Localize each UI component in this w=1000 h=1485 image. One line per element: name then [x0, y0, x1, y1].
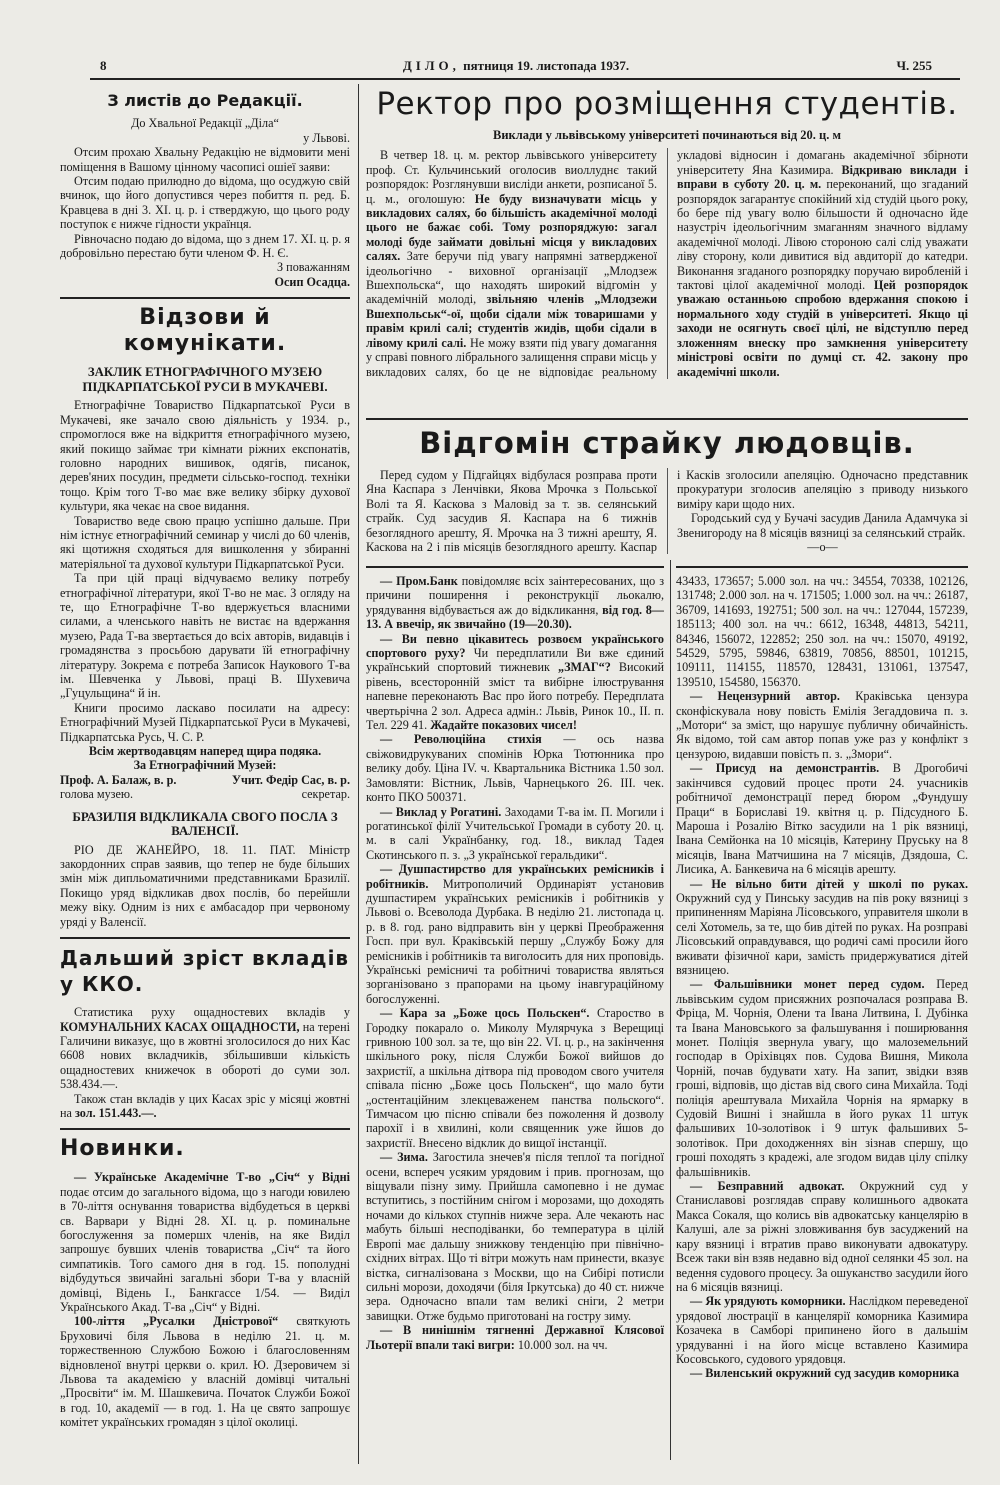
middle-column: [366, 560, 664, 1460]
strike-paragraph: Городський суд у Бучачі засудив Данила Адамчука зі Звенигороду на 8 місяців вязниці за селянський страйк.: [677, 511, 968, 540]
deposits-paragraph: [60, 1005, 350, 1091]
signature-role: голова музею.: [60, 787, 134, 802]
signature-name: Проф. А. Балаж, в. р.: [60, 772, 177, 787]
news-lead: — Кара за „Боже цось Польскен“.: [380, 1006, 590, 1021]
news-item: [676, 977, 968, 1179]
rector-text: Не можу взяти під увагу домагання у справі повного лібрального залищення справи місць у викладових салях, бо це не відповідає реальному укладові відносин і домагань академічної збірноти університету Яна Казимира.: [366, 148, 968, 379]
museum-signature-heading: За Етнографічний Музей:: [133, 758, 277, 773]
news-item: [366, 1006, 664, 1150]
news-item: [366, 632, 664, 733]
section-rule: [676, 566, 968, 568]
masthead-line: [60, 58, 972, 74]
deposits-paragraph: [60, 1092, 350, 1121]
news-lead: — Нецензурний автор.: [690, 689, 840, 704]
left-column: [60, 84, 350, 1464]
museum-paragraph: Товариство веде свою працю успішно дальше. При нім істнує етнографічний семинар у числі до 60 членів, які щотижня сходяться для вишколення у збиранні матеріяльної та духової культури Підкарпатської Руси.: [60, 513, 350, 571]
news-text: святкують Бруховичі біля Львова в неділю 21. ц. м. торжественною Службою Божою і благословенням відновленої внутрі церкви о. крил. Ю. Дзеровичем зі Львова та академією у власній домівці читальні „Просвіти“ ім. М. Шашкевича. Початок Служби Божої в год. 10, академії — в год. 1. На це свято запрошує комітет українських громадян з цілої околиці.: [60, 1314, 350, 1430]
letters-title: З листів до Редакції.: [107, 91, 303, 110]
museum-paragraph: Книги просимо ласкаво посилати на адресу: Етнографічний Музей Підкарпатської Руси в Мукачеві, Підкарпатська Русь, Ч. С. Р.: [60, 700, 350, 744]
news-lead: — В нинішнім тягненні Державної Клясової Льотерії впали такі вигри:: [366, 1323, 664, 1352]
news-lead: — Присуд на демонстрантів.: [690, 761, 880, 776]
brazil-text: РІО ДЕ ЖАНЕЙРО, 18. 11. ПАТ. Міністр закордонних справ заявив, що тепер не буде більших змін між дипльоматичними представниками Бразилії. Покищо уряд відкликав двох послів, бо перейшли межу віку. Одним із них є амбасадор при червоному уряді у Валенсії.: [60, 842, 350, 929]
deposits-title: Дальший зріст вкладів у ККО.: [60, 937, 350, 997]
news-item: [366, 1323, 664, 1352]
news-lead: 100-ліття „Русалки Дністрової“: [74, 1314, 279, 1329]
rector-subtitle: Виклади у львівському університеті починаються від 20. ц. м: [492, 128, 842, 142]
news-text: Наслідком переведеної урядової люстрації в канцелярії коморника Казимира Козачека в Самборі припинено його в дальшім урядуванні і на його місце вставлено Казимира Косовського, судового урядовця.: [676, 1294, 968, 1366]
news-title: Новинки.: [60, 1128, 350, 1162]
letters-salutation-city: у Львові.: [303, 130, 350, 145]
news-item: [366, 1150, 664, 1323]
news-item: [366, 805, 664, 863]
deposits-text: Також стан вкладів у цих Касах зріс у місяці жовтні на: [60, 1091, 350, 1120]
news-item: [676, 877, 968, 978]
deposits-text: Статистика руху ощадностевих вкладів у: [74, 1005, 350, 1020]
news-text: Окружний суд у Пинську засудив на пів року вязниці з припиненням Маріяна Лісовського, управителя школи в селі Хотомель, за те, що бив дітей по руках. На розправі Лісовський оправдувався, що родичі самі просили його вживати фізичної кари, замість придержуватися дітей вязницею.: [676, 890, 968, 977]
rector-columns: [366, 148, 968, 379]
news-lead: — Як урядують коморники.: [690, 1294, 846, 1309]
page-number: 8: [100, 58, 107, 73]
strike-end-mark: —o—: [807, 540, 838, 555]
lottery-numbers: 43433, 173657; 5.000 зол. на чч.: 34554, 70338, 102126, 131748; 2.000 зол. на ч. 171505; 1.000 зол. на чч.: 26187, 36709, 141693, 192751; 500 зол. на чч.: 127044, 157239, 185113; 400 зол. на чч.: 6612, 16348, 44813, 54211, 84346, 156072, 122852; 250 зол. на чч.: 15070, 49192, 54529, 5795, 59846, 63819, 70856, 88501, 101215, 109111, 114155, 118570, 128431, 131061, 137547, 139510, 154580, 156370.: [676, 574, 968, 689]
news-lead: — Революційна стихія: [380, 732, 542, 747]
news-item: [366, 732, 664, 804]
news-lead: — Зима.: [380, 1150, 428, 1165]
rector-text: В четвер 18. ц. м. ректор львівського університету проф. Ст. Кульчинський оголосив виоллуднє такий розпорядок: Розглянувши висліди анкети, розписаної 5. ц. м., оголошую:: [366, 148, 657, 206]
news-lead: — Ви певно цікавитесь розвоєм українського спортового руху?: [366, 631, 664, 661]
news-bold: Жадайте показових чисел!: [430, 718, 577, 733]
deposits-text: на терені Галичини виказує, що в жовтні зголосилося до них Кас 6608 нових вкладчиків, збільшивши кількість ощадностевих книжечок в оборотi до суми зол. 538.434.—.: [60, 1019, 350, 1092]
signature-name: Учит. Федір Сас, в. р.: [232, 772, 350, 787]
news-lead: — Пром.Банк: [380, 574, 458, 588]
rector-bold: Не буду визначувати місць у викладових салях, бо більшість академічної молоді цього не бажає собі. Тому розпоряджую: загал молоді буде займати довільні місця у викладових салях.: [366, 191, 657, 264]
rector-bold: звільняю членів „Млодзежи Вшехпольськ“-ої, щоби сідали між товаришами у правім крилі салі; студентів жидів, щоби сідали в лівому крилі салі.: [366, 292, 657, 350]
news-lead: — Безправний адвокат.: [690, 1179, 845, 1194]
news-text: Перед львівським судом присяжних розпочалася розправа В. Фріца, М. Чорнія, Олени та Івана Литвина, І. Дубінка та Івана Мановського за фальшування і поширювання монет. Поліція звернула увагу, що малоземельний господар в Оріхівцях пов. Судова Вишня, Микола Чорній, почав будувати хату. На запит, звідки взяв гроші, відповів, що дістав від свого сина Михайла. Тоді поліція арештувала Михайла Чорнія на ярмарку в Судовій Вишні і знайшла в його руках 11 штук фальшивих 10-золотівок і 9 штук фальшивих 5-золотівок. При доходженнях він зізнав спершу, що гроші походять з крадежі, але згодом видав цілу спілку фальшівників.: [676, 977, 968, 1179]
news-text: Високий рівень, всесторонній зміст та вибірне ілюстрування напевне переконають Вас про його потребу. Передплата чвертьрічна 2 зол. Адреса адмін.: Львів, Ринок 10., ІІ. п. Тел. 229 41.: [366, 660, 664, 733]
museum-appeal-title: ЗАКЛИК ЕТНОГРАФІЧНОГО МУЗЕЮ ПІДКАРПАТСЬКОЇ РУСИ В МУКАЧЕВІ.: [82, 365, 328, 394]
signature-role: секретар.: [301, 787, 350, 802]
museum-paragraph: Етнографічне Товариство Підкарпатської Руси в Мукачеві, яке зачало свою діяльність у 1934. р., спромоглося вже на відкриття етнографічного музею, який покищо займає три кімнати ріжних експонатів, головно народних вишивок, одягів, писанок, дерев'яних посудин, предмети сільсько-господ. техніки тощо. Крім того Т-во має вже велику збірку духової культури, яка чекає на свое видання.: [60, 398, 350, 514]
responses-title: Відзови й комунікати.: [60, 297, 350, 357]
news-lead: — Душпастирство для українських ремісників і робітників.: [366, 862, 664, 891]
strike-paragraph: Перед судом у Підгайцях відбулася розправа проти Яна Каспара з Ленчівки, Якова Мрочка з Польської Волі та Я. Каскова з Маловід за т. зв. селянський страйк. Суд засудив Я. Каспара на 6 тижнів безоглядного арешту, Я. Мрочка на 3 тижні арешту, Я. Каскова на 2 і пів місяців безоглядного арешту. Каспар і Касків зголосили апеляцію. Одночасно представник прокуратури зголосив апеляцію з приводу низького виміру кари щодо них.: [366, 468, 968, 555]
museum-signature-roles: [60, 787, 350, 801]
letters-paragraph: Рівночасно подаю до відома, що з днем 17. XI. ц. р. я добровільно перестаю бути членом Ф. Н. Є.: [60, 231, 350, 261]
deposits-bold: КОМУНАЛЬНИХ КАСАХ ОЩАДНОСТИ,: [60, 1019, 300, 1034]
column-divider-2: [670, 560, 671, 1460]
news-paragraph: [60, 1170, 350, 1314]
news-item: [366, 862, 664, 1006]
rector-paragraph: [366, 148, 968, 379]
news-text: подає отсим до загального відома, що з нагоди ювилею в 70-ліття оснування товариства відбудеться в церкві св. Варвари у Відні 28. XI. ц. р. поминальне богослуження за помершх членів, на яке Виділ запрошує бувших членів товариства „Січ“ та його симпатиків. Того самого дня в год. 15. пополудні відбудуться звичайні загальні збори Т-ва у власній домівці, Відень І., Банкгассе 1/54. — Виділ Українського Акад. Т-ва „Січ“ у Відні.: [60, 1184, 350, 1314]
rector-bold: Цей розпорядок уважаю останньою спробою вдержання спокою і нормального ходу студій в університеті. Якщо ці заходи не осягнуть своєї цілі, не відступлю перед зложенням внеску про замкнення університету міністрові освіти по думці ст. 42. закону про академічні школи.: [677, 278, 968, 379]
news-text: Краківська цензура сконфіскувала нову повість Емілія Зегаддовича п. з. „Мотори“ за зміст, що нарушує публичну обичайність. Як відомо, той сам автор попав уже раз у конфлікт з цензурою, видавши повість п. з. „Змори“.: [676, 689, 968, 761]
news-paragraph: [60, 1314, 350, 1429]
news-text: — ось назва свіжовидрукуваних спомінів Юрка Тютюнника про велику добу. Ціна IV. ч. Квартальника Вістника 1.50 зол. Замовляти: Вістник, Львів, Чарнецького 26. ІІІ. чек. конто ПКО 500371.: [366, 732, 664, 805]
letters-salutation: До Хвальної Редакції „Діла“: [131, 116, 279, 131]
issue-date: пятниця 19. листопада 1937.: [463, 58, 630, 73]
news-item: [676, 1366, 968, 1380]
news-text: 10.000 зол. на чч.: [517, 1337, 608, 1352]
brazil-title: БРАЗИЛІЯ ВІДКЛИКАЛА СВОГО ПОСЛА З ВАЛЕНСІЇ.: [72, 809, 338, 839]
museum-signatures: [60, 773, 350, 787]
strike-article: [366, 412, 968, 560]
rector-bold: Відкриваю виклади і вправи в суботу 20. ц. м.: [677, 162, 968, 192]
page-header: [60, 58, 972, 76]
news-item: [676, 1294, 968, 1366]
issue-number: Ч. 255: [896, 58, 932, 73]
news-item: [676, 1179, 968, 1294]
strike-columns: [366, 468, 968, 554]
news-text: Загостила знечев'я після теплої та погідної осени, вспереч усяким урядовим і прив. прогнозам, що віщували пізну зиму. Прийшла самопевно і не думає вступитись, з постійним снігом і морозами, що доходять ночами до кількох ступнів нижче зера. Але чекають нас мабуть більші несподіванки, бо температура в цілій Европі має дальшу знижкову тенденцію при північно-східних вітрах. Що ті вітри можуть нам принести, вказує вістка, сигналізована з Москви, що на Сибірі потисли сильні морози, доходячи (біля Іркутська) до 40 ст. нижче зера. Одночасно впали там великі сніги, 2 метри завищки. Отже будьмо приготовані на гостру зиму.: [366, 1150, 664, 1323]
news-bold: від год. 8—13. А ввечір, як звичайно (19—20.30).: [366, 602, 664, 632]
letters-closing: З поважанням: [277, 260, 350, 275]
news-text: Чи передплатили Ви вже єдиний український спортовий тижневик: [366, 646, 664, 675]
letters-paragraph: Отсим подаю прилюдно до відома, що осуджую свій вчинок, що його допустився через побиття п. ред. Б. Кравцева в дні 3. XI. ц. р. і стверджую, що цього роду поступок є нижче гідности українця.: [60, 174, 350, 232]
museum-thanks: Всім жертводавцям наперед щира подяка.: [88, 744, 322, 759]
column-divider-1: [358, 84, 359, 1464]
news-item: [676, 761, 968, 876]
news-text: В Дрогобичі закінчився судовий процес проти 24. учасників робітничої демонстрації перед бюром „Фундушу Праци“ в Бориславі 19. квітня ц. р. Підсудного Б. Мароша і Розалію Вітко засудили на 1 рік вязниці, Івана Семйонка на 10 місяців, Катерину Пруську на 8 місяців, Івана Матчишина на 7 місяців, Дзядоша, С. Лисика, А. Банкевича на 6 місяців арешту.: [676, 761, 968, 877]
rector-article: [366, 84, 968, 414]
rector-title: Ректор про розміщення студентів.: [376, 86, 958, 122]
news-item: [676, 689, 968, 761]
right-column: [676, 560, 968, 1460]
museum-paragraph: Та при цій праці відчуваємо велику потребу етнографічної літератури, якої Т-во не має. З огляду на те, що Етнографічне Т-во вдержується власними силами, а членського навіть не вистає на вдержання музею, Рада Т-ва звертається до всіх авторів, видавців і громадянства з просьбою дарувати їй етнографічну літературу. Зокрема є потреба Записок Наукового Т-ва ім. Шевченка у Львові, праці В. Шухевича „Гуцульщина“ й ін.: [60, 571, 350, 701]
section-rule: [366, 566, 664, 568]
news-item: [366, 574, 664, 632]
news-lead: — Виклад у Рогатині.: [380, 804, 502, 819]
news-text: Митрополичий Ординаріят установив душпастирем українських ремісників і робітників у Львові о. Всеволода Дурбака. В неділю 21. листопада ц. р. в 8. год. рано відправить він у церкві Преображення Госп. при вул. Краківській першу „Службу Божу для ремісників і робітників та виголосить для них проповідь. Українські ремісничі та робітничі товариства являться зорганізовано з прапорами на цьому інавгураційному богослуженні.: [366, 876, 664, 1006]
letters-paragraph: Отсим прохаю Хвальну Редакцію не відмовити мені поміщення в Вашому цінному часописі ошіеї заяви:: [60, 145, 350, 174]
rector-text: Зате беручи під увагу напрямні затвердженої ідеольогічно - виховної організації „Млодзеж Вшехпольска“, що находять широкий відгомін у академічній молоді,: [366, 249, 658, 307]
news-text: повідомляє всіх заінтересованих, що з причини поширення і реконструкції льокалю, урядування відбувається аж до відкликання,: [366, 574, 664, 617]
news-text: Окружний суд у Станиславові розглядав справу колишнього адвоката Макса Сокаля, що колись вів адвокатську канцелярію в Калуші, але за ріжні зловживання був засуджений на кару вязниці і втратив право виконувати адвокатуру. Всеж таки він взяв недавно від одної селянки 45 зол. на ведення судового процесу. За ошуканство засудили його на 6 місяців вязниці.: [676, 1179, 968, 1294]
news-bold: „ЗМАГ“?: [558, 660, 611, 675]
news-lead: — Українське Академічне Т-во „Січ“ у Відні: [74, 1170, 350, 1185]
deposits-bold: зол. 151.443.—.: [74, 1105, 157, 1120]
news-lead: — Не вільно бити дітей у школі по руках.: [690, 876, 968, 891]
news-lead: — Фальшівники монет перед судом.: [690, 977, 925, 992]
rector-text: переконаний, що згаданий розпорядок загарантує спокійний хід студій цього року, бо бере під увагу волю більшости й одночасно йде назустріч ідеольогічним змаганням значного відламу академічної молоді. Лівою стороною салі слід уважати ліву сторону, коли дивитися від авдиторії до катедри. Виконання згаданого розпорядку поручаю виробленій і тактові цілої академічної молоді.: [677, 177, 968, 293]
header-rule: [90, 78, 960, 80]
news-text: Заходами Т-ва ім. П. Могили і рогатинської філії Учительської Громади в суботу 20. ц. м. в салі Українбанку, год. 18., виклад Тадея Скотинського п. з. „З української геральдики“.: [366, 804, 664, 862]
news-text: Староство в Городку покарало о. Миколу Мулярчука з Верещиці гривною 100 зол. за те, що він 22. VI. ц. р., на закінчення шкільного року, після Служби Божої вийшов до захристії, а шкільна дітвора під проводом свого учителя співала пісню „Боже цось Польскен“, що мало бути „остентаційним злекцеваженем панства польского“. Тимчасом цю пісню співали без пожолення й дозволу парохії і в хвилині, коли священник уже йшов до захристії. Внесено відклик до вищої інстанції.: [366, 1006, 664, 1150]
letters-signature: Осип Осадца.: [274, 274, 350, 289]
news-lead: — Виленський окружний суд засудив коморника: [690, 1366, 960, 1381]
strike-title: Відгомін страйку людовців.: [419, 426, 915, 460]
section-rule: [366, 418, 968, 420]
newspaper-name: ДІЛО,: [402, 58, 460, 73]
